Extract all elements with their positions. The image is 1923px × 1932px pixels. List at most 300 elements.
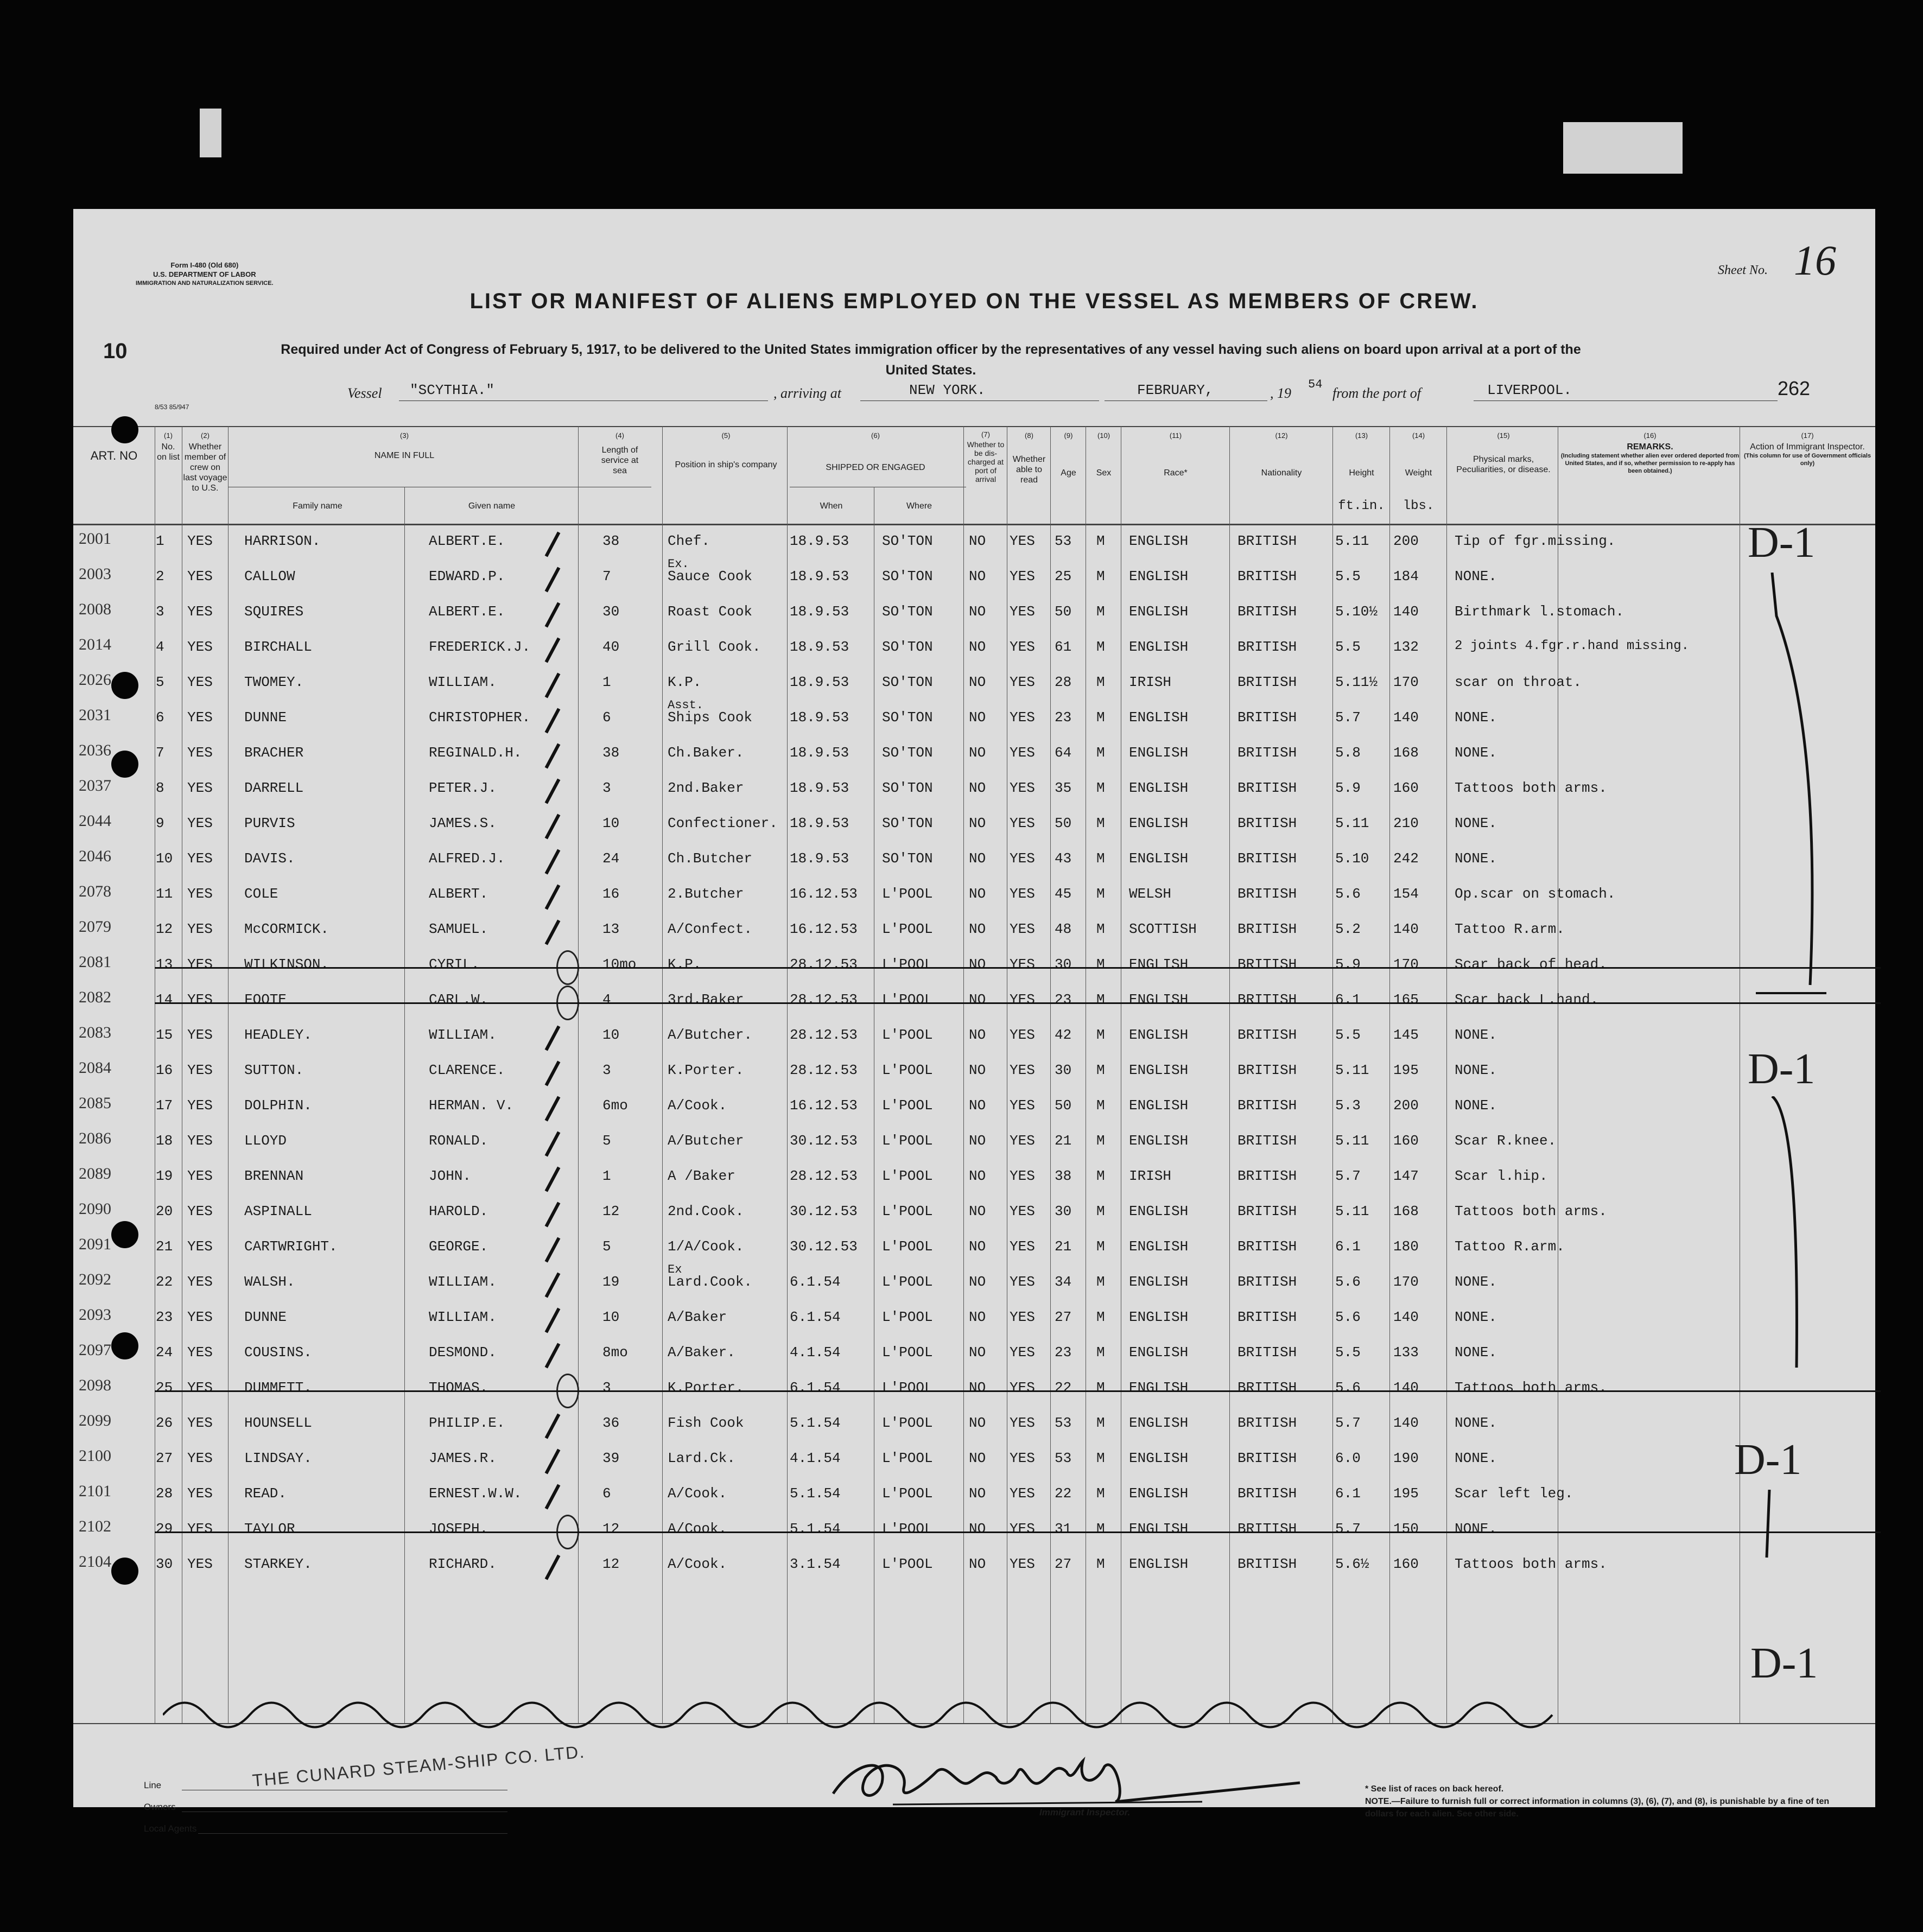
age: 21	[1055, 1133, 1072, 1149]
position: Lard.Ck.	[668, 1450, 735, 1466]
shipped-where: SO'TON	[882, 780, 933, 796]
given-name: FREDERICK.J.	[429, 639, 531, 655]
last-voyage: YES	[187, 886, 213, 902]
able-to-read: YES	[1010, 568, 1035, 584]
last-voyage: YES	[187, 1344, 213, 1361]
given-name: GEORGE.	[429, 1238, 488, 1255]
position: A/Butcher.	[668, 1027, 753, 1043]
race: ENGLISH	[1129, 1097, 1189, 1114]
race: ENGLISH	[1129, 1380, 1189, 1396]
list-number: 2	[156, 568, 164, 584]
race: ENGLISH	[1129, 1274, 1189, 1290]
family-name: LINDSAY.	[244, 1450, 312, 1466]
height: 5.6	[1335, 886, 1361, 902]
table-row	[73, 1125, 1875, 1160]
height: 5.6½	[1335, 1556, 1369, 1572]
nationality: BRITISH	[1237, 603, 1297, 620]
discharged: NO	[969, 745, 986, 761]
discharged: NO	[969, 1309, 986, 1325]
sex: M	[1096, 815, 1105, 831]
age: 30	[1055, 1062, 1072, 1078]
header-col-16-label: REMARKS.	[1627, 442, 1673, 452]
age: 50	[1055, 815, 1072, 831]
header-col-10	[1087, 430, 1121, 478]
header-col-4	[579, 430, 661, 476]
given-name: HAROLD.	[429, 1203, 488, 1219]
discharged: NO	[969, 1203, 986, 1219]
age: 27	[1055, 1556, 1072, 1572]
header-col-13-number: (13)	[1355, 431, 1368, 440]
list-number: 21	[156, 1238, 173, 1255]
last-voyage: YES	[187, 1380, 213, 1396]
header-col-13	[1334, 430, 1389, 478]
height: 5.5	[1335, 1344, 1361, 1361]
family-name: HOUNSELL	[244, 1415, 312, 1431]
length-of-service: 4	[602, 992, 611, 1008]
weight: 200	[1393, 533, 1419, 549]
height: 5.10	[1335, 850, 1369, 867]
header-family-name: Family name	[293, 501, 342, 511]
physical-marks: NONE.	[1455, 1415, 1497, 1431]
table-row	[73, 1478, 1875, 1513]
race: IRISH	[1129, 674, 1172, 690]
shipped-where: L'POOL	[882, 1168, 933, 1184]
physical-marks: NONE.	[1455, 815, 1497, 831]
able-to-read: YES	[1010, 1203, 1035, 1219]
check-mark	[545, 673, 561, 698]
check-mark	[545, 1273, 561, 1298]
length-of-service: 8mo	[602, 1344, 628, 1361]
header-col-15	[1449, 430, 1558, 475]
discharged: NO	[969, 850, 986, 867]
discharged: NO	[969, 815, 986, 831]
inspector-bracket	[1759, 1490, 1780, 1560]
discharged: NO	[969, 886, 986, 902]
art-number: 2089	[79, 1165, 111, 1183]
weight: 168	[1393, 1203, 1419, 1219]
length-of-service: 30	[602, 603, 620, 620]
age: 53	[1055, 533, 1072, 549]
header-col-14-number: (14)	[1412, 431, 1425, 440]
family-name: HEADLEY.	[244, 1027, 312, 1043]
race: ENGLISH	[1129, 850, 1189, 867]
family-name: BRENNAN	[244, 1168, 304, 1184]
shipped-where: L'POOL	[882, 1450, 933, 1466]
race: ENGLISH	[1129, 709, 1189, 726]
nationality: BRITISH	[1237, 568, 1297, 584]
list-number: 16	[156, 1062, 173, 1078]
given-name: CARL.W.	[429, 992, 488, 1008]
given-name: WILLIAM.	[429, 674, 497, 690]
family-name: CARTWRIGHT.	[244, 1238, 338, 1255]
table-row	[73, 666, 1875, 702]
discharged: NO	[969, 1556, 986, 1572]
weight: 160	[1393, 780, 1419, 796]
weight: 140	[1393, 1309, 1419, 1325]
age: 64	[1055, 745, 1072, 761]
shipped-where: SO'TON	[882, 745, 933, 761]
form-identifier	[136, 260, 274, 288]
given-name: RICHARD.	[429, 1556, 497, 1572]
check-mark	[545, 567, 561, 593]
header-top-rule	[73, 426, 1875, 427]
position: A/Baker	[668, 1309, 727, 1325]
inspector-mark: D-1	[1748, 1045, 1816, 1093]
last-voyage: YES	[187, 815, 213, 831]
nationality: BRITISH	[1237, 1062, 1297, 1078]
table-row	[73, 1231, 1875, 1266]
list-number: 23	[156, 1309, 173, 1325]
header-col-9-label: Age	[1061, 468, 1076, 478]
able-to-read: YES	[1010, 1027, 1035, 1043]
table-row	[73, 1160, 1875, 1196]
last-voyage: YES	[187, 1238, 213, 1255]
header-col-12	[1230, 430, 1332, 478]
shipped-where: L'POOL	[882, 1344, 933, 1361]
length-of-service: 5	[602, 1133, 611, 1149]
position: Sauce Cook	[668, 568, 753, 584]
position: K.Porter.	[668, 1062, 744, 1078]
able-to-read: YES	[1010, 1450, 1035, 1466]
weight: 242	[1393, 850, 1419, 867]
last-voyage: YES	[187, 992, 213, 1008]
check-mark	[545, 708, 561, 734]
given-name: DESMOND.	[429, 1344, 497, 1361]
position: K.P.	[668, 956, 702, 973]
table-row	[73, 913, 1875, 949]
discharged: NO	[969, 1485, 986, 1502]
table-row	[73, 1019, 1875, 1054]
family-name: BRACHER	[244, 745, 304, 761]
header-col-6-label: SHIPPED OR ENGAGED	[826, 463, 925, 472]
shipped-where: L'POOL	[882, 1203, 933, 1219]
header-col-3-label: NAME IN FULL	[374, 451, 435, 460]
race: ENGLISH	[1129, 1556, 1189, 1572]
sex: M	[1096, 992, 1105, 1008]
table-row	[73, 1263, 1875, 1301]
able-to-read: YES	[1010, 1485, 1035, 1502]
position-prefix: Ex.	[668, 557, 689, 571]
weight: 170	[1393, 956, 1419, 973]
race: ENGLISH	[1129, 1062, 1189, 1078]
header-col-7-number: (7)	[981, 430, 990, 438]
strikethrough-line	[155, 1390, 1881, 1392]
departure-port: LIVERPOOL.	[1487, 382, 1572, 398]
art-number: 2082	[79, 988, 111, 1006]
last-voyage: YES	[187, 1203, 213, 1219]
arriving-label: , arriving at	[773, 385, 841, 401]
nationality: BRITISH	[1237, 1274, 1297, 1290]
weight: 140	[1393, 709, 1419, 726]
form-number: Form I-480 (Old 680)	[170, 261, 239, 269]
last-voyage: YES	[187, 1133, 213, 1149]
age: 23	[1055, 1344, 1072, 1361]
arrival-month: FEBRUARY,	[1137, 382, 1214, 398]
line-label: Line	[144, 1780, 162, 1790]
art-number: 2100	[79, 1447, 111, 1465]
height: 5.6	[1335, 1309, 1361, 1325]
given-name: JOHN.	[429, 1168, 472, 1184]
art-number: 2099	[79, 1412, 111, 1429]
race: ENGLISH	[1129, 603, 1189, 620]
art-number: 2090	[79, 1200, 111, 1218]
length-of-service: 6	[602, 709, 611, 726]
last-voyage: YES	[187, 1309, 213, 1325]
given-name: JAMES.S.	[429, 815, 497, 831]
shipped-where: SO'TON	[882, 674, 933, 690]
height: 5.11	[1335, 1133, 1369, 1149]
position: 1/A/Cook.	[668, 1238, 744, 1255]
table-row	[73, 843, 1875, 878]
weight: 132	[1393, 639, 1419, 655]
age: 50	[1055, 1097, 1072, 1114]
shipped-where: L'POOL	[882, 1238, 933, 1255]
family-name: BIRCHALL	[244, 639, 312, 655]
art-number: 2092	[79, 1270, 111, 1288]
length-of-service: 7	[602, 568, 611, 584]
header-col-11-label: Race*	[1164, 468, 1188, 478]
discharged: NO	[969, 1062, 986, 1078]
art-number: 2085	[79, 1094, 111, 1112]
weight: 195	[1393, 1062, 1419, 1078]
year-label: , 19	[1270, 385, 1291, 401]
sex: M	[1096, 674, 1105, 690]
discharged: NO	[969, 568, 986, 584]
header-col-4-label: Length of service at sea	[601, 446, 639, 475]
check-mark	[545, 1061, 561, 1086]
sex: M	[1096, 850, 1105, 867]
vessel-line	[73, 378, 1875, 407]
length-of-service: 39	[602, 1450, 620, 1466]
height: 6.1	[1335, 1485, 1361, 1502]
sheet-number: 16	[1794, 237, 1836, 284]
physical-marks: Scar l.hip.	[1455, 1168, 1548, 1184]
page-number: 262	[1778, 377, 1811, 399]
check-mark	[545, 779, 561, 804]
shipped-when: 28.12.53	[790, 992, 858, 1008]
given-name: WILLIAM.	[429, 1027, 497, 1043]
header-col-3-number: (3)	[400, 431, 409, 440]
age: 28	[1055, 674, 1072, 690]
shipped-where: L'POOL	[882, 1415, 933, 1431]
bracket-line	[1772, 1096, 1797, 1368]
last-voyage: YES	[187, 1556, 213, 1572]
age: 48	[1055, 921, 1072, 937]
able-to-read: YES	[1010, 1521, 1035, 1537]
squiggle-line	[163, 1703, 1552, 1727]
inspector-mark: D-1	[1748, 519, 1816, 567]
weight: 165	[1393, 992, 1419, 1008]
length-of-service: 16	[602, 886, 620, 902]
height: 5.5	[1335, 1027, 1361, 1043]
family-name: DUNNE	[244, 709, 287, 726]
art-number: 2037	[79, 777, 111, 795]
position-prefix: Ex	[668, 1263, 682, 1276]
sex: M	[1096, 1309, 1105, 1325]
shipped-where: L'POOL	[882, 1485, 933, 1502]
header-col-7	[964, 430, 1007, 484]
height: 5.11	[1335, 815, 1369, 831]
check-mark	[545, 638, 561, 663]
shipped-when: 18.9.53	[790, 815, 849, 831]
from-port-label: from the port of	[1332, 385, 1421, 401]
paper-tab-left	[200, 109, 221, 157]
weight: 154	[1393, 886, 1419, 902]
shipped-where: L'POOL	[882, 1309, 933, 1325]
height: 5.7	[1335, 1168, 1361, 1184]
age: 21	[1055, 1238, 1072, 1255]
art-number: 2046	[79, 847, 111, 865]
header-col-13-label: Height	[1349, 468, 1374, 478]
physical-marks: NONE.	[1455, 709, 1497, 726]
sex: M	[1096, 568, 1105, 584]
nationality: BRITISH	[1237, 709, 1297, 726]
shipped-where: L'POOL	[882, 956, 933, 973]
able-to-read: YES	[1010, 1309, 1035, 1325]
sex: M	[1096, 1415, 1105, 1431]
shipped-when: 28.12.53	[790, 956, 858, 973]
shipped-when: 5.1.54	[790, 1415, 841, 1431]
physical-marks: NONE.	[1455, 1274, 1497, 1290]
family-name: DARRELL	[244, 780, 304, 796]
discharged: NO	[969, 603, 986, 620]
height: 5.6	[1335, 1380, 1361, 1396]
physical-marks: NONE.	[1455, 568, 1497, 584]
length-of-service: 38	[602, 745, 620, 761]
physical-marks: Scar back of head.	[1455, 956, 1607, 973]
physical-marks: Scar R.knee.	[1455, 1133, 1557, 1149]
length-of-service: 38	[602, 533, 620, 549]
list-number: 8	[156, 780, 164, 796]
discharged: NO	[969, 1450, 986, 1466]
sex: M	[1096, 956, 1105, 973]
physical-marks: NONE.	[1455, 745, 1497, 761]
age: 38	[1055, 1168, 1072, 1184]
position: Ships Cook	[668, 709, 753, 726]
nationality: BRITISH	[1237, 674, 1297, 690]
weight: 140	[1393, 921, 1419, 937]
shipped-where: L'POOL	[882, 1097, 933, 1114]
header-col-5	[665, 430, 787, 470]
art-number: 2014	[79, 635, 111, 653]
sex: M	[1096, 1027, 1105, 1043]
discharged: NO	[969, 639, 986, 655]
header-col-3	[231, 430, 578, 461]
able-to-read: YES	[1010, 745, 1035, 761]
age: 43	[1055, 850, 1072, 867]
shipped-where: L'POOL	[882, 1027, 933, 1043]
header-col-11-number: (11)	[1169, 431, 1182, 440]
sex: M	[1096, 921, 1105, 937]
length-of-service: 10	[602, 1309, 620, 1325]
strikethrough-line	[155, 967, 1881, 969]
list-number: 27	[156, 1450, 173, 1466]
header-height-units: ft.in.	[1338, 499, 1385, 513]
service-name: IMMIGRATION AND NATURALIZATION SERVICE.	[136, 280, 274, 287]
last-voyage: YES	[187, 603, 213, 620]
inspector-bracket	[1767, 1096, 1805, 1373]
position: A/Cook.	[668, 1556, 727, 1572]
art-number: 2078	[79, 882, 111, 900]
given-name: PHILIP.E.	[429, 1415, 505, 1431]
given-name: WILLIAM.	[429, 1309, 497, 1325]
sex: M	[1096, 1485, 1105, 1502]
weight: 168	[1393, 745, 1419, 761]
check-mark	[545, 1026, 561, 1051]
weight: 190	[1393, 1450, 1419, 1466]
list-number: 26	[156, 1415, 173, 1431]
height: 6.0	[1335, 1450, 1361, 1466]
race: ENGLISH	[1129, 1133, 1189, 1149]
inspector-bracket	[1756, 573, 1826, 996]
nationality: BRITISH	[1237, 1485, 1297, 1502]
list-number: 5	[156, 674, 164, 690]
age: 42	[1055, 1027, 1072, 1043]
weight: 184	[1393, 568, 1419, 584]
discharged: NO	[969, 674, 986, 690]
shipped-when: 30.12.53	[790, 1133, 858, 1149]
sex: M	[1096, 1450, 1105, 1466]
shipped-when: 16.12.53	[790, 1097, 858, 1114]
strikethrough-line	[155, 1531, 1881, 1533]
physical-marks: scar on throat.	[1455, 674, 1582, 690]
signature-label: Immigrant Inspector.	[1039, 1807, 1131, 1817]
check-mark	[545, 849, 561, 875]
race: ENGLISH	[1129, 815, 1189, 831]
physical-marks: Scar left leg.	[1455, 1485, 1573, 1502]
header-col-12-number: (12)	[1275, 431, 1288, 440]
inspector-mark: D-1	[1734, 1436, 1802, 1484]
nationality: BRITISH	[1237, 1133, 1297, 1149]
header-col-15-label: Physical marks, Peculiarities, or disease.	[1456, 455, 1551, 474]
table-row	[73, 1442, 1875, 1478]
physical-marks: Op.scar on stomach.	[1455, 886, 1616, 902]
check-mark	[545, 532, 561, 557]
able-to-read: YES	[1010, 1133, 1035, 1149]
list-number: 20	[156, 1203, 173, 1219]
race: ENGLISH	[1129, 639, 1189, 655]
discharged: NO	[969, 1344, 986, 1361]
shipped-when: 18.9.53	[790, 674, 849, 690]
art-number: 2044	[79, 812, 111, 830]
header-col-17	[1742, 430, 1873, 467]
age: 27	[1055, 1309, 1072, 1325]
family-name: COUSINS.	[244, 1344, 312, 1361]
shipped-when: 28.12.53	[790, 1027, 858, 1043]
weight: 170	[1393, 1274, 1419, 1290]
table-row	[73, 737, 1875, 772]
able-to-read: YES	[1010, 533, 1035, 549]
physical-marks: Tattoos both arms.	[1455, 780, 1607, 796]
sex: M	[1096, 1344, 1105, 1361]
art-number: 2036	[79, 741, 111, 759]
weight: 210	[1393, 815, 1419, 831]
sex: M	[1096, 745, 1105, 761]
arrival-port: NEW YORK.	[909, 382, 986, 398]
age: 30	[1055, 956, 1072, 973]
sex: M	[1096, 1062, 1105, 1078]
physical-marks: Tip of fgr.missing.	[1455, 533, 1616, 549]
shipped-where: L'POOL	[882, 1133, 933, 1149]
shipped-when: 3.1.54	[790, 1556, 841, 1572]
discharged: NO	[969, 780, 986, 796]
sex: M	[1096, 1133, 1105, 1149]
race: ENGLISH	[1129, 745, 1189, 761]
family-name: DUMMETT.	[244, 1380, 312, 1396]
discharged: NO	[969, 533, 986, 549]
list-number: 12	[156, 921, 173, 937]
agents-underline	[198, 1833, 507, 1834]
